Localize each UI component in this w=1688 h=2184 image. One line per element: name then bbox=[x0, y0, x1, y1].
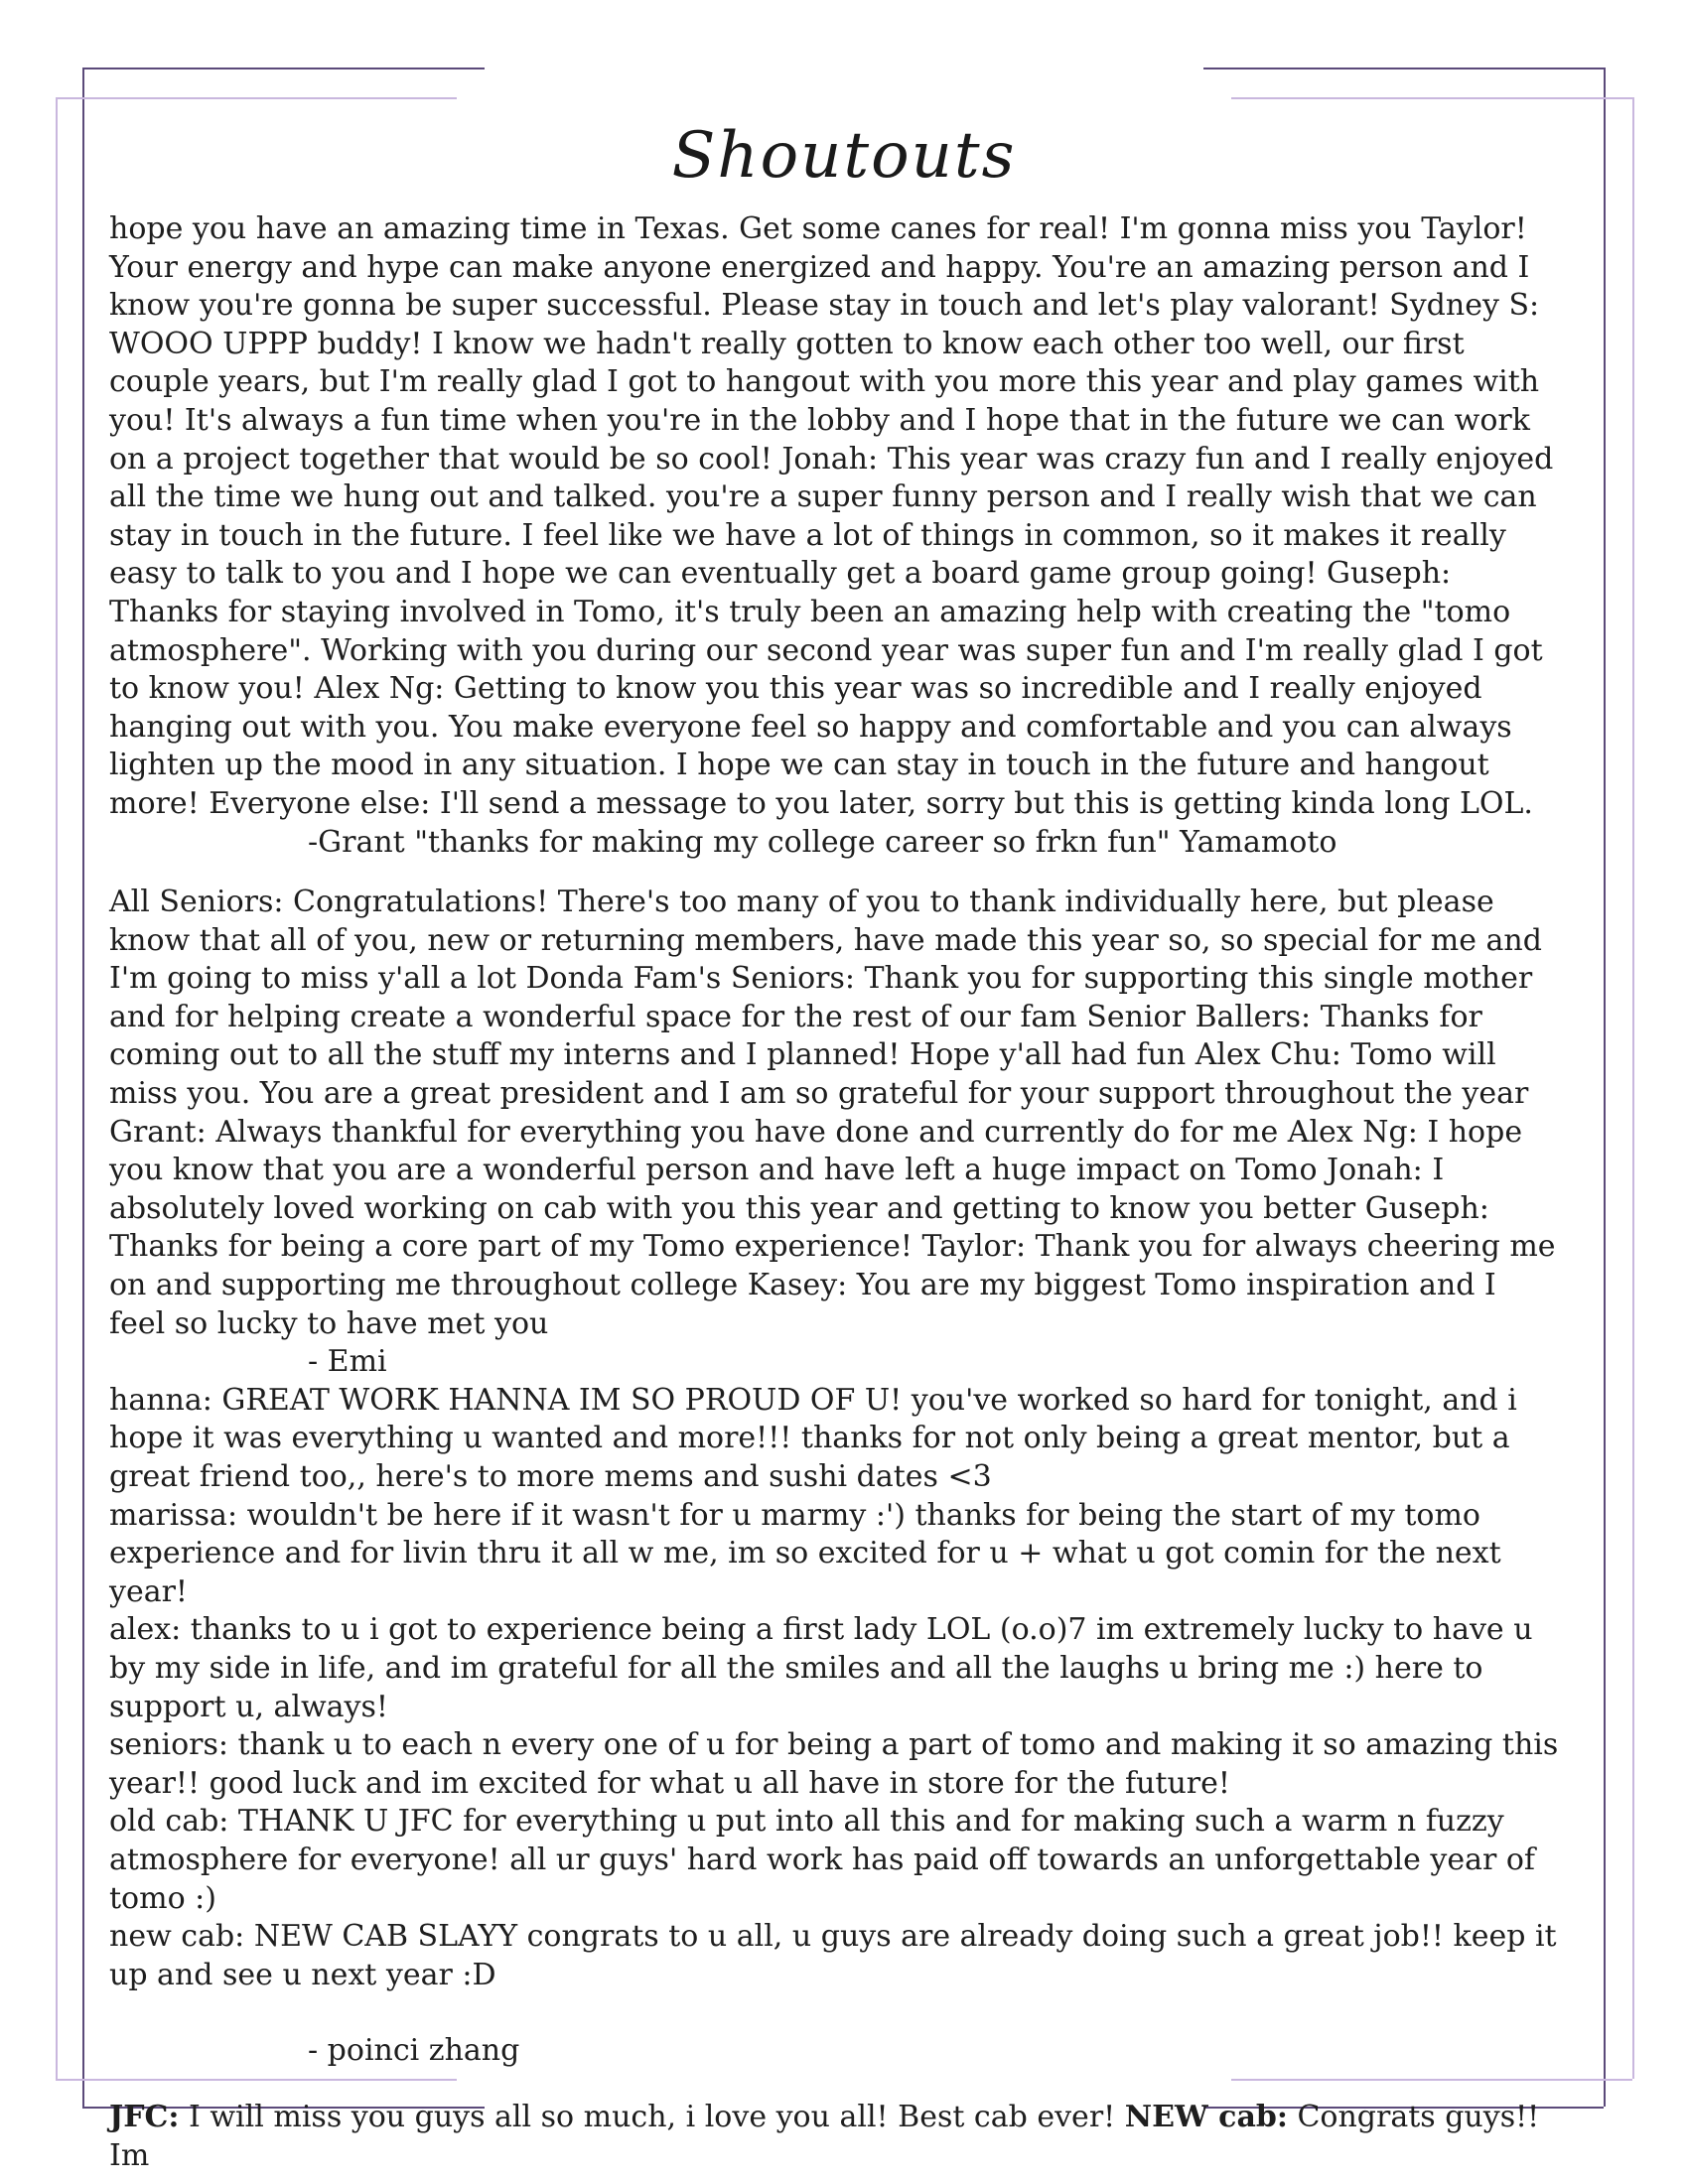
shoutout-last-text bbox=[109, 2099, 1559, 2175]
frame-line-top-left-dark bbox=[82, 68, 485, 69]
shoutout-grant-text: hope you have an amazing time in Texas. Get some canes for real! I'm gonna miss you Taylor! Your energy and hype can make anyone energized and happy. You're an amazing person and I know you're gonna be super successful. Please stay in touch and let's play valorant! Sydney S: WOOO UPPP buddy! I know we hadn't really gotten to know each other too well, our first couple years, but I'm really glad I got to hangout with you more this year and play games with you! It's always a fun time when you're in the lobby and I hope that in the future we can work on a project together that would be so cool! Jonah: This year was crazy fun and I really enjoyed all the time we hung out and talked. you're a super funny person and I really wish that we can stay in touch in the future. I feel like we have a lot of things in common, so it makes it really easy to talk to you and I hope we can eventually get a board game group going! Guseph: Thanks for staying involved in Tomo, it's truly been an amazing help with creating the "tomo atmosphere". Working with you during our second year was super fun and I'm really glad I got to know you! Alex Ng: Getting to know you this year was so incredible and I really enjoyed hanging out with you. You make everyone feel so happy and comfortable and you can always lighten up the mood in any situation. I hope we can stay in touch in the future and hangout more! Everyone else: I'll send a message to you later, sorry but this is getting kinda long LOL. bbox=[109, 211, 1554, 821]
shoutouts-content bbox=[109, 210, 1559, 2175]
shoutout-last-label-jfc: JFC: bbox=[109, 2099, 180, 2134]
page-title: Shoutouts bbox=[671, 119, 1017, 193]
frame-line-top-right-dark bbox=[1203, 68, 1604, 69]
shoutout-emi-signature: - Emi bbox=[308, 1344, 387, 1380]
frame-line-top-left-light bbox=[56, 97, 457, 99]
shoutout-last-text-jfc: I will miss you guys all so much, i love you all! Best cab ever! bbox=[179, 2099, 1125, 2134]
shoutout-grant-signature: -Grant "thanks for making my college career so frkn fun" Yamamoto bbox=[308, 824, 1337, 860]
shoutout-poinci-line-old-cab: old cab: THANK U JFC for everything u put into all this and for making such a warm n fuzzy atmosphere for everyone! all ur guys' hard work has paid off towards an unforgettable year of tomo :) bbox=[109, 1804, 1536, 1916]
shoutout-poinci-line-seniors: seniors: thank u to each n every one of u for being a part of tomo and making it so amazing this year!! good luck and im excited for what u all have in store for the future! bbox=[109, 1727, 1559, 1801]
shoutout-emi-text: All Seniors: Congratulations! There's too many of you to thank individually here, but please know that all of you, new or returning members, have made this year so, so special for me and I'm going to miss y'all a lot Donda Fam's Seniors: Thank you for supporting this single mother and for helping create a wonderful space for the rest of our fam Senior Ballers: Thanks for coming out to all the stuff my interns and I planned! Hope y'all had fun Alex Chu: Tomo will miss you. You are a great president and I am so grateful for your support throughout the year Grant: Always thankful for everything you have done and currently do for me Alex Ng: I hope you know that you are a wonderful person and have left a huge impact on Tomo Jonah: I absolutely loved working on cab with you this year and getting to know you better Guseph: Thanks for being a core part of my Tomo experience! Taylor: Thank you for always cheering me on and supporting me throughout college Kasey: You are my biggest Tomo inspiration and I feel so lucky to have met you bbox=[109, 885, 1556, 1341]
shoutout-last-label-new-cab: NEW cab: bbox=[1124, 2099, 1288, 2134]
frame-line-top-right-light bbox=[1231, 97, 1632, 99]
shoutout-last-text-new-cab: Congrats guys!! Im bbox=[109, 2099, 1540, 2173]
shoutout-poinci-line-hanna: hanna: GREAT WORK HANNA IM SO PROUD OF U! you've worked so hard for tonight, and i hope it was everything u wanted and more!!! thanks for not only being a great mentor, but a great friend too,, here's to more mems and sushi dates <3 bbox=[109, 1382, 1517, 1494]
shoutout-poinci-line-alex: alex: thanks to u i got to experience being a first lady LOL (o.o)7 im extremely lucky to have u by my side in life, and im grateful for all the smiles and all the laughs u bring me :) here to support u, always! bbox=[109, 1612, 1533, 1724]
shoutout-poinci-signature: - poinci zhang bbox=[308, 2033, 520, 2069]
shoutout-poinci-line-new-cab: new cab: NEW CAB SLAYY congrats to u all, u guys are already doing such a great job!! keep it up and see u next year :D bbox=[109, 1919, 1557, 1992]
shoutout-poinci-line-marissa: marissa: wouldn't be here if it wasn't for u marmy :') thanks for being the start of my tomo experience and for livin thru it all w me, im so excited for u + what u got comin for the next year! bbox=[109, 1497, 1501, 1609]
